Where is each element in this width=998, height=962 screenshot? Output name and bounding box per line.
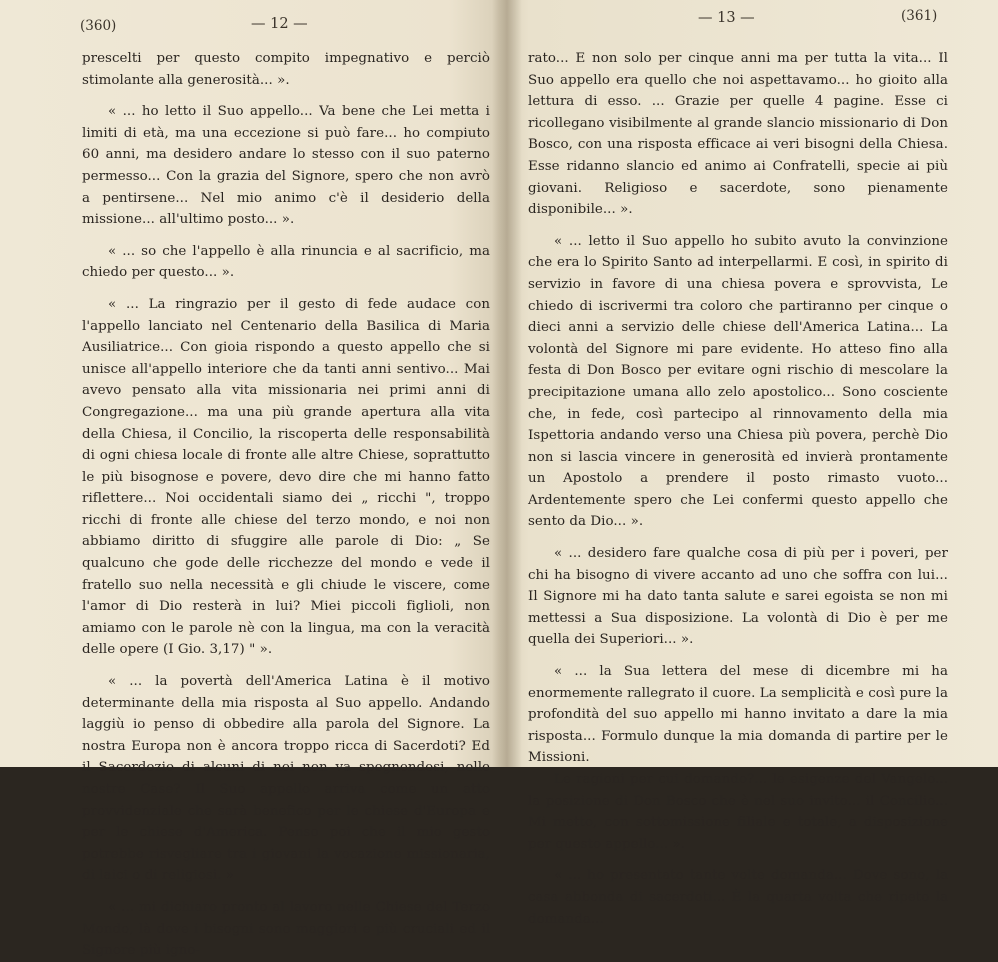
- left-paragraph: « ... la povertà dell'America Latina è il motivo determinante della mia risposta al Suo appello. Andando laggiù io penso di obbedire alla parola del Signore. La nostra Europa non è ancora troppo ricca di Sacerdoti? Ed il Sacerdozio di alcuni di noi non va spegnendosi, nelle nostre Case? Il Suo appello arriva come un atto provvidenziale che sarà benefico per le chiese d'Europa e per le chiese d'America. Penso poi che il mio gesto potrebbe risvegliare tra i giovani la vocazione missionaria, di laici o di religiosi. »: [82, 674, 490, 884]
- left-paragraph: « ... La ringrazio per il gesto di fede audace con l'appello lanciato nel Centenario della Basilica di Maria Ausiliatrice... Con gioia rispondo a questo appello che si unisce all'appello interiore che da tanti anni sentivo... Mai avevo pensato alla vita missionaria nei primi anni di Congregazione... ma una più grande apertura alla vita della Chiesa, il Concilio, la riscoperta delle responsabilità di ogni chiesa locale di fronte alle altre Chiese, soprattutto le più bisognose e povere, devo dire che mi hanno fatto riflettere... Noi occidentali siamo dei „ ricchi ", troppo ricchi di fronte alle chiese del terzo mondo, e noi non abbiamo diritto di sfuggire alle parole di Dio: „ Se qualcuno che gode delle ricchezze del mondo e vede il fratello suo nella necessità e gli chiude le viscere, come l'amor di Dio resterà in lui? Miei piccoli figlioli, non amiamo con le parole nè con la lingua, ma con la veracità delle opere (I Gio. 3,17) " ».: [82, 296, 490, 658]
- right-page-number-bracket: (361): [901, 8, 938, 24]
- right-paragraph: « ... ho presentato tante volte domanda... Dove sono, la casa abbonda di sacerdoti... È la quarta volta che ripeto la domanda...: [528, 868, 948, 927]
- left-paragraph: « ... so che l'appello è alla rinuncia e al sacrificio, ma chiedo per questo... ».: [82, 243, 490, 281]
- left-page-body: [82, 48, 490, 962]
- right-paragraph: « ... letto il Suo appello ho subito avuto la convinzione che era lo Spirito Santo ad interpellarmi. E così, in spirito di servizio in favore di una chiesa povera e sprovvista, Le chiedo di iscrivermi tra coloro che partiranno per cinque o dieci anni a servizio delle chiese dell'America Latina... La volontà del Signore mi pare evidente. Ho atteso fino alla festa di Don Bosco per evitare ogni rischio di mescolare la precipitazione umana allo zelo apostolico... Sono cosciente che, in fede, così partecipo al rinnovamento della mia Ispettoria andando verso una Chiesa più povera, perchè Dio non si lascia vincere in generosità ed invierà prontamente un Apostolo a prendere il posto rimasto vuoto... Ardentemente spero che Lei confermi questo appello che sento da Dio... ».: [528, 233, 948, 530]
- left-page-number: — 12 —: [251, 16, 308, 32]
- right-paragraph: rato... E non solo per cinque anni ma per tutta la vita... Il Suo appello era quello che noi aspettavamo... ho gioito alla lettura di esso. ... Grazie per quelle 4 pagine. Esse ci ricollegano visibilmente al grande slancio missionario di Don Bosco, con una risposta efficace ai veri bisogni della Chiesa. Esse ridanno slancio ed animo ai Confratelli, specie ai più giovani. Religioso e sacerdote, sono pienamente disponibile... ».: [528, 51, 948, 218]
- left-paragraph: « ... mi dichiaro pronto al lavoro nelle Chiese del Terzo Mondo, là dove i bisogni sono maggiori e più cruciali ed il Signore più igno-: [82, 899, 490, 959]
- right-paragraph: Le ragioni per cui domando?... le esigenze del Vangelo... la posizione di Don Bosco che è nel suo invito... il Concilio... Mi metto, con sottomissione filiale e totale, a disposizione per questo appello... ».: [528, 772, 948, 852]
- right-page-body: [528, 48, 948, 930]
- right-paragraph: « ... desidero fare qualche cosa di più per i poveri, per chi ha bisogno di vivere accanto ad uno che soffra con lui... Il Signore mi ha dato tanta salute e sarei egoista se non mi mettessi a Sua disposizione. La volontà di Dio è per me quella dei Superiori... ».: [528, 546, 948, 648]
- right-page-number: — 13 —: [698, 10, 755, 26]
- left-paragraph: prescelti per questo compito impegnativo e perciò stimolante alla generosità... ».: [82, 51, 490, 88]
- right-paragraph: « ... la Sua lettera del mese di dicembre mi ha enormemente rallegrato il cuore. La semplicità e così pure la profondità del suo appello mi hanno invitato a dare la mia risposta... Formulo dunque la mia domanda di partire per le Missioni.: [528, 664, 948, 766]
- left-page-number-bracket: (360): [80, 18, 117, 34]
- right-page: [508, 0, 998, 927]
- left-paragraph: « ... ho letto il Suo appello... Va bene che Lei metta i limiti di età, ma una eccezione si può fare... ho compiuto 60 anni, ma desidero andare lo stesso con il suo paterno permesso... Con la grazia del Signore, spero che non avrò a pentirsene... Nel mio animo c'è il desiderio della missione... all'ultimo posto... ».: [82, 104, 490, 228]
